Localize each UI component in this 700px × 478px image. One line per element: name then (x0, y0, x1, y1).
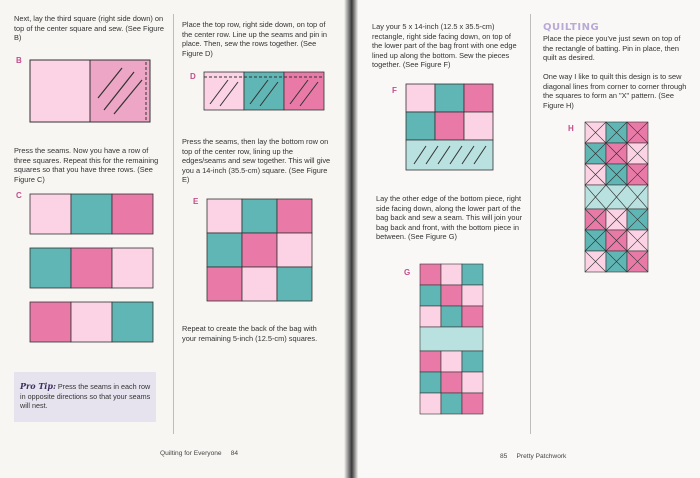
instruction-figure-e: Press the seams, then lay the bottom row on top of the center row, lining up the edges/seams and sew together. This will give you a 14-inch (35.5-cm) square. (See Figure E) (182, 137, 331, 185)
figure-d-label: D (190, 72, 196, 81)
figure-g (420, 264, 486, 416)
footer-page-number: 84 (230, 450, 239, 457)
figure-b-label: B (16, 56, 22, 65)
figure-h-label: H (568, 124, 574, 133)
figure-h (585, 122, 649, 274)
instruction-figure-d: Place the top row, right side down, on top of the center row. Line up the seams and pin in place. Then, sew the rows together. (See Figure D) (182, 20, 328, 58)
figure-b (30, 60, 154, 124)
footer-left (160, 450, 238, 457)
figure-c (30, 194, 156, 344)
instruction-figure-b: Next, lay the third square (right side down) on top of the center square and sew. (See Figure B) (14, 14, 164, 43)
figure-f (406, 84, 496, 172)
pro-tip-title: Pro Tip: (20, 381, 56, 391)
figure-g-label: G (404, 268, 411, 277)
footer-right (500, 453, 566, 460)
figure-d (204, 72, 328, 112)
column-divider (530, 14, 531, 434)
pro-tip-box (14, 372, 156, 422)
instruction-back: Repeat to create the back of the bag with your remaining 5-inch (12.5-cm) squares. (182, 324, 318, 343)
quilting-text-2: One way I like to quilt this design is to sew diagonal lines from corner to corner through the squares to form an "X" pattern. (See Figure H) (543, 72, 687, 110)
pro-tip-text: Press the seams in each row in opposite directions so that your seams will nest. (20, 382, 151, 411)
footer-page-number: 85 (500, 453, 508, 460)
book-gutter (344, 0, 358, 478)
figure-c-label: C (16, 191, 22, 200)
figure-e (207, 199, 313, 303)
footer-book-title: Quilting for Everyone (160, 450, 222, 457)
figure-f-label: F (392, 86, 397, 95)
quilting-heading: QUILTING (543, 22, 600, 33)
instruction-figure-c: Press the seams. Now you have a row of three squares. Repeat this for the remaining squares so that you have three rows. (See Figure C) (14, 146, 159, 184)
figure-e-label: E (193, 197, 199, 206)
quilting-text-1: Place the piece you've just sewn on top of the rectangle of batting. Pin in place, then quilt as desired. (543, 34, 681, 63)
footer-book-title: Pretty Patchwork (516, 453, 567, 460)
instruction-figure-f: Lay your 5 x 14-inch (12.5 x 35.5-cm) rectangle, right side facing down, on top of the lower part of the bag front with one edge lined up along the bottom. Sew the pieces together. (See Figure F) (372, 22, 517, 70)
instruction-figure-g: Lay the other edge of the bottom piece, right side facing down, along the lower part of the bag back and sew a seam. This will join your bag back and front, with the bottom piece in between. (See Figure G) (376, 194, 523, 242)
column-divider (173, 14, 174, 434)
